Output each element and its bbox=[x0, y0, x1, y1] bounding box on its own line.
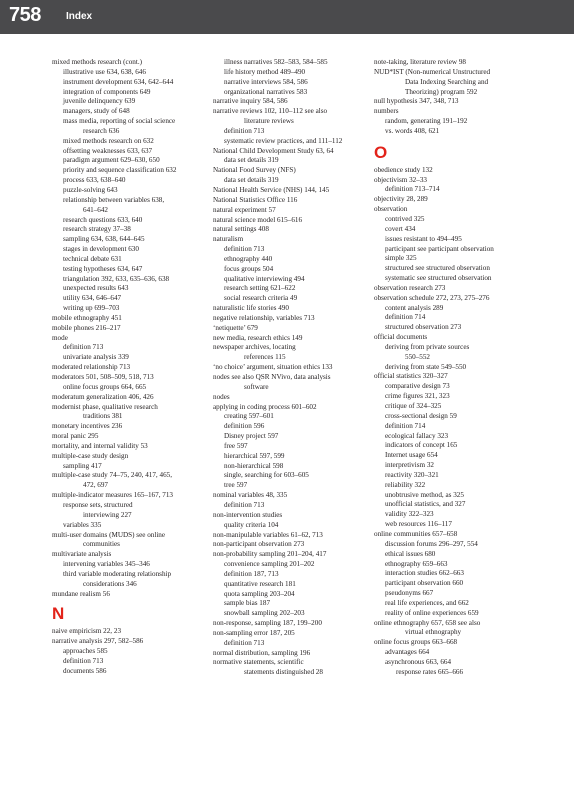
index-entry: single, searching for 603–605 bbox=[224, 471, 309, 480]
index-entry: observation research 273 bbox=[374, 283, 446, 292]
index-entry: response sets, structured bbox=[63, 500, 133, 509]
index-entry: 550–552 bbox=[405, 352, 430, 361]
index-entry: NUD*IST (Non-numerical Unstructured bbox=[374, 67, 491, 76]
index-entry: definition 713 bbox=[224, 500, 265, 509]
index-entry: web resources 116–117 bbox=[385, 520, 452, 529]
index-entry: validity 322–323 bbox=[385, 510, 434, 519]
index-entry: asynchronous 663, 664 bbox=[385, 657, 452, 666]
index-entry: numbers bbox=[374, 107, 399, 116]
index-entry: offsetting weaknesses 633, 637 bbox=[63, 146, 153, 155]
section-letter: N bbox=[52, 604, 65, 624]
index-entry: puzzle-solving 643 bbox=[63, 185, 118, 194]
index-entry: mode bbox=[52, 333, 68, 342]
index-entry: observation schedule 272, 273, 275–276 bbox=[374, 293, 490, 302]
index-entry: naive empiricism 22, 23 bbox=[52, 627, 122, 636]
index-entry: deriving from state 549–550 bbox=[385, 362, 467, 371]
index-entry: definition 714 bbox=[385, 313, 426, 322]
index-entry: systematic see structured observation bbox=[385, 274, 492, 283]
index-entry: National Statistics Office 116 bbox=[213, 195, 298, 204]
index-entry: sampling 634, 638, 644–645 bbox=[63, 235, 145, 244]
index-entry: observation bbox=[374, 205, 408, 214]
index-entry: moderatum generalization 406, 426 bbox=[52, 392, 154, 401]
index-entry: moderators 501, 508–509, 518, 713 bbox=[52, 373, 154, 381]
index-entry: critique of 324–325 bbox=[385, 402, 442, 410]
index-entry: ‘netiquette’ 679 bbox=[213, 323, 258, 332]
index-entry: ethnography 440 bbox=[224, 254, 273, 263]
index-entry: mobile phones 216–217 bbox=[52, 323, 121, 332]
index-entry: third variable moderating relationship bbox=[63, 569, 172, 578]
index-entry: official statistics 320–327 bbox=[374, 372, 448, 381]
index-entry: sample bias 187 bbox=[224, 599, 271, 608]
index-entry: stages in development 630 bbox=[63, 245, 139, 254]
index-entry: considerations 346 bbox=[83, 579, 137, 588]
index-entry: mass media, reporting of social science bbox=[63, 117, 176, 126]
index-entry: natural settings 408 bbox=[213, 225, 269, 234]
index-entry: social research criteria 49 bbox=[224, 294, 298, 303]
section-letter: O bbox=[374, 142, 388, 162]
index-entry: structured observation 273 bbox=[385, 323, 462, 332]
index-entry: Data Indexing Searching and bbox=[405, 77, 489, 86]
index-entry: simple 325 bbox=[385, 254, 417, 263]
index-entry: managers, study of 648 bbox=[63, 107, 130, 116]
index-entry: ethical issues 680 bbox=[385, 549, 436, 558]
index-entry: multi-user domains (MUDS) see online bbox=[52, 530, 166, 539]
index-entry: natural experiment 57 bbox=[213, 205, 276, 214]
index-entry: research setting 621–622 bbox=[224, 284, 296, 293]
index-entry: hierarchical 597, 599 bbox=[224, 451, 285, 460]
index-entry: instrument development 634, 642–644 bbox=[63, 77, 174, 86]
index-entry: definition 714 bbox=[385, 421, 426, 430]
index-entry: quantitative research 181 bbox=[224, 579, 296, 588]
index-entry: narrative analysis 297, 582–586 bbox=[52, 637, 144, 646]
index-entry: tree 597 bbox=[224, 481, 248, 490]
index-entry: non-sampling error 187, 205 bbox=[213, 628, 295, 637]
index-entry: narrative reviews 102, 110–112 see also bbox=[213, 107, 328, 116]
index-entry: non-participant observation 273 bbox=[213, 540, 305, 549]
index-entry: online focus groups 663–668 bbox=[374, 638, 458, 647]
index-entry: multiple-case study design bbox=[52, 451, 129, 460]
index-column-1 bbox=[52, 58, 217, 677]
index-entry: moderated relationship 713 bbox=[52, 363, 131, 372]
index-entry: virtual ethnography bbox=[405, 628, 462, 637]
index-entry: online ethnography 657, 658 see also bbox=[374, 618, 481, 627]
index-entry: Theorizing) program 592 bbox=[405, 87, 478, 96]
index-entry: non-probability sampling 201–204, 417 bbox=[213, 550, 327, 559]
index-entry: moral panic 295 bbox=[52, 432, 99, 441]
index-column-3 bbox=[374, 58, 550, 678]
index-entry: data set details 319 bbox=[224, 176, 279, 185]
index-entry: utility 634, 646–647 bbox=[63, 294, 122, 303]
index-column-2 bbox=[213, 58, 378, 678]
index-entry: advantages 664 bbox=[385, 648, 430, 657]
index-entry: non-hierarchical 598 bbox=[224, 461, 284, 470]
index-entry: obedience study 132 bbox=[374, 165, 433, 174]
index-entry: participant observation 660 bbox=[385, 579, 464, 588]
index-entry: sampling 417 bbox=[63, 461, 102, 470]
index-entry: online communities 657–658 bbox=[374, 529, 458, 538]
index-entry: random, generating 191–192 bbox=[385, 117, 468, 126]
index-entry: ‘no choice’ argument, situation ethics 133 bbox=[213, 363, 333, 372]
index-entry: testing hypotheses 634, 647 bbox=[63, 264, 143, 273]
index-entry: vs. words 408, 621 bbox=[385, 126, 440, 135]
index-entry: traditions 381 bbox=[83, 412, 123, 421]
index-entry: unexpected results 643 bbox=[63, 284, 129, 293]
index-entry: pseudonyms 667 bbox=[385, 589, 434, 598]
index-entry: reality of online experiences 659 bbox=[385, 608, 479, 617]
index-entry: discussion forums 296–297, 554 bbox=[385, 539, 478, 548]
index-entry: narrative interviews 584, 586 bbox=[224, 77, 308, 86]
index-entry: official documents bbox=[374, 333, 428, 342]
index-entry: content analysis 289 bbox=[385, 303, 444, 312]
index-entry: references 115 bbox=[244, 353, 286, 362]
index-entry: crime figures 321, 323 bbox=[385, 392, 450, 401]
index-entry: Internet usage 654 bbox=[385, 451, 438, 460]
index-entry: null hypothesis 347, 348, 713 bbox=[374, 97, 459, 106]
index-entry: normative statements, scientific bbox=[213, 658, 304, 667]
index-entry: National Child Development Study 63, 64 bbox=[213, 146, 334, 155]
index-entry: definition 596 bbox=[224, 422, 265, 431]
index-entry: comparative design 73 bbox=[385, 382, 450, 391]
index-entry: creating 597–601 bbox=[224, 412, 274, 421]
index-entry: interpretivism 32 bbox=[385, 461, 434, 470]
index-entry: cross-sectional design 59 bbox=[385, 411, 457, 420]
index-entry: multivariate analysis bbox=[52, 550, 112, 559]
index-entry: definition 187, 713 bbox=[224, 569, 279, 578]
index-entry: interaction studies 662–663 bbox=[385, 569, 464, 578]
index-entry: natural science model 615–616 bbox=[213, 215, 303, 224]
index-entry: literature reviews bbox=[244, 117, 294, 126]
index-entry: integration of components 649 bbox=[63, 87, 151, 96]
index-entry: definition 713 bbox=[63, 656, 104, 665]
index-entry: 472, 697 bbox=[83, 481, 108, 490]
page-header bbox=[0, 0, 574, 34]
index-entry: National Food Survey (NFS) bbox=[213, 166, 296, 175]
index-entry: definition 713 bbox=[224, 245, 265, 254]
index-entry: approaches 585 bbox=[63, 647, 108, 656]
index-entry: research 636 bbox=[83, 126, 120, 135]
index-entry: online focus groups 664, 665 bbox=[63, 382, 147, 391]
index-entry: new media, research ethics 149 bbox=[213, 333, 303, 342]
index-entry: intervening variables 345–346 bbox=[63, 560, 150, 569]
index-entry: mixed methods research on 632 bbox=[63, 136, 154, 145]
index-entry: illness narratives 582–583, 584–585 bbox=[224, 58, 328, 66]
index-entry: juvenile delinquency 639 bbox=[63, 97, 136, 106]
index-entry: real life experiences, and 662 bbox=[385, 598, 469, 607]
index-entry: mundane realism 56 bbox=[52, 589, 110, 598]
index-entry: free 597 bbox=[224, 441, 248, 450]
index-entry: priority and sequence classification 632 bbox=[63, 166, 177, 175]
index-entry: negative relationship, variables 713 bbox=[213, 313, 315, 322]
index-entry: 641–642 bbox=[83, 205, 108, 214]
index-entry: reactivity 320–321 bbox=[385, 470, 439, 479]
index-entry: monetary incentives 236 bbox=[52, 422, 123, 431]
index-entry: process 633, 638–640 bbox=[63, 176, 126, 185]
index-entry: definition 713 bbox=[224, 126, 265, 135]
index-entry: documents 586 bbox=[63, 666, 107, 675]
index-entry: paradigm argument 629–630, 650 bbox=[63, 156, 160, 165]
index-entry: illustrative use 634, 638, 646 bbox=[63, 67, 146, 76]
index-entry: applying in coding process 601–602 bbox=[213, 402, 317, 411]
index-entry: data set details 319 bbox=[224, 156, 279, 165]
index-entry: modernist phase, qualitative research bbox=[52, 402, 158, 411]
index-entry: mobile ethnography 451 bbox=[52, 313, 122, 322]
index-entry: interviewing 227 bbox=[83, 510, 132, 519]
index-entry: issues resistant to 494–495 bbox=[385, 234, 462, 243]
index-entry: multiple-indicator measures 165–167, 713 bbox=[52, 491, 173, 500]
index-entry: writing up 699–703 bbox=[63, 304, 120, 313]
index-entry: multiple-case study 74–75, 240, 417, 465, bbox=[52, 471, 172, 480]
index-entry: naturalistic life stories 490 bbox=[213, 304, 289, 313]
index-entry: systematic review practices, and 111–112 bbox=[224, 136, 343, 145]
running-head: Index bbox=[66, 11, 93, 22]
index-entry: life history method 489–490 bbox=[224, 67, 306, 76]
index-entry: quota sampling 203–204 bbox=[224, 589, 295, 598]
index-entry: organizational narratives 583 bbox=[224, 87, 308, 96]
index-entry: snowball sampling 202–203 bbox=[224, 609, 305, 618]
index-entry: non-response, sampling 187, 199–200 bbox=[213, 619, 322, 628]
index-entry: objectivism 32–33 bbox=[374, 175, 427, 184]
index-entry: response rates 665–666 bbox=[396, 667, 464, 676]
index-entry: National Health Service (NHS) 144, 145 bbox=[213, 185, 330, 194]
index-entry: research questions 633, 640 bbox=[63, 215, 143, 224]
index-entry: narrative inquiry 584, 586 bbox=[213, 97, 288, 106]
index-entry: ecological fallacy 323 bbox=[385, 431, 449, 440]
index-entry: communities bbox=[83, 540, 120, 549]
index-entry: ethnography 659–663 bbox=[385, 559, 448, 568]
index-entry: triangulation 392, 633, 635–636, 638 bbox=[63, 274, 170, 283]
index-entry: deriving from private sources bbox=[385, 342, 470, 351]
index-entry: univariate analysis 339 bbox=[63, 353, 129, 362]
index-entry: nodes bbox=[213, 392, 230, 401]
index-entry: reliability 322 bbox=[385, 480, 426, 489]
index-entry: qualitative interviewing 494 bbox=[224, 274, 305, 283]
index-entry: statements distinguished 28 bbox=[244, 668, 323, 677]
page-number: 758 bbox=[9, 4, 41, 26]
index-entry: Disney project 597 bbox=[224, 432, 279, 441]
index-entry: research strategy 37–38 bbox=[63, 225, 131, 234]
index-entry: objectivity 28, 289 bbox=[374, 195, 428, 204]
index-entry: unofficial statistics, and 327 bbox=[385, 500, 466, 509]
index-entry: convenience sampling 201–202 bbox=[224, 560, 315, 569]
index-entry: quality criteria 104 bbox=[224, 520, 279, 529]
index-entry: definition 713–714 bbox=[385, 185, 440, 194]
index-entry: covert 434 bbox=[385, 224, 416, 233]
index-entry: indicators of concept 165 bbox=[385, 441, 458, 450]
index-entry: software bbox=[244, 382, 269, 391]
index-entry: mortality, and internal validity 53 bbox=[52, 441, 148, 450]
index-entry: technical debate 631 bbox=[63, 254, 122, 263]
index-entry: note-taking, literature review 98 bbox=[374, 58, 466, 66]
index-entry: participant see participant observation bbox=[385, 244, 494, 253]
index-entry: nominal variables 48, 335 bbox=[213, 491, 288, 500]
index-entry: mixed methods research (cont.) bbox=[52, 58, 143, 66]
index-entry: non-intervention studies bbox=[213, 510, 283, 519]
index-entry: normal distribution, sampling 196 bbox=[213, 648, 311, 657]
index-entry: nodes see also QSR NVivo, data analysis bbox=[213, 373, 331, 381]
index-entry: unobtrusive method, as 325 bbox=[385, 490, 464, 499]
index-entry: contrived 325 bbox=[385, 214, 425, 223]
index-entry: naturalism bbox=[213, 235, 244, 244]
index-entry: relationship between variables 638, bbox=[63, 195, 165, 204]
index-entry: definition 713 bbox=[224, 638, 265, 647]
index-entry: definition 713 bbox=[63, 343, 104, 352]
index-entry: non-manipulable variables 61–62, 713 bbox=[213, 530, 323, 539]
index-entry: focus groups 504 bbox=[224, 264, 274, 273]
index-entry: newspaper archives, locating bbox=[213, 343, 296, 352]
index-entry: variables 335 bbox=[63, 520, 102, 529]
index-entry: structured see structured observation bbox=[385, 264, 490, 273]
